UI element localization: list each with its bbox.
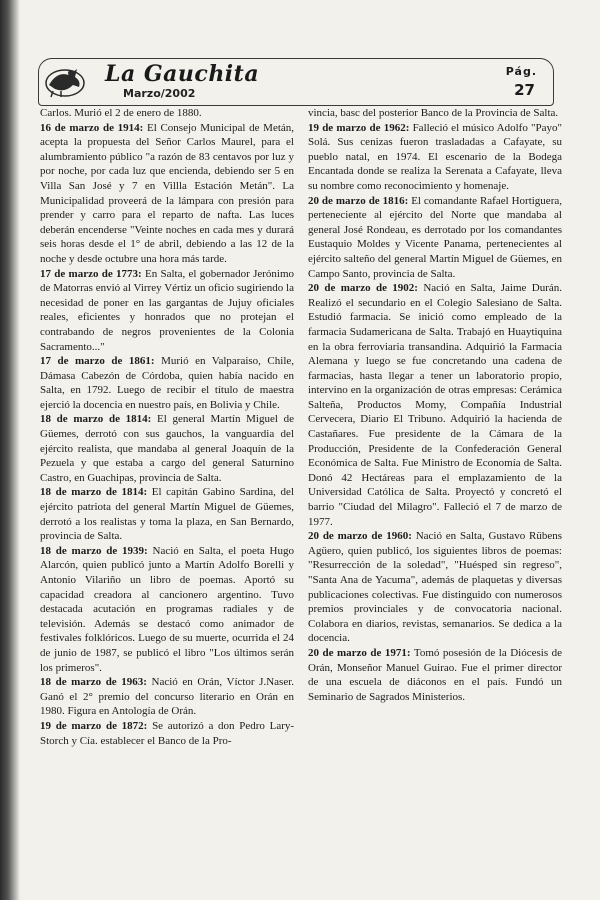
masthead-banner — [38, 58, 554, 106]
entry-text: En Salta, el gobernador Jerónimo de Matorras envió al Virrey Vértiz un oficio sugiriendo la necesidad de poner en las gargantas de Jujuy oficiales reales, eficientes y honrados que no protejan el contrabando de negros provenientes de la Colonia Sacramento..." — [40, 267, 295, 353]
article-body — [40, 106, 562, 896]
page-label: Pág. — [505, 65, 537, 78]
ephemeris-entry — [308, 194, 562, 282]
ephemeris-entry — [308, 106, 562, 121]
entry-date: 18 de marzo de 1939: — [40, 544, 148, 557]
entry-date: 17 de marzo de 1861: — [40, 355, 155, 368]
entry-text: Nació en Orán, Víctor J.Naser. Ganó el 2° premio del concurso literario en Orán en 1980. Figura en Antología de Orán. — [40, 676, 295, 718]
gaucho-horse-logo-icon — [43, 63, 87, 99]
entry-date: 18 de marzo de 1963: — [40, 676, 147, 689]
entry-text: Se autorizó a don Pedro Lary-Storch y Cía. establecer el Banco de la Pro- — [40, 719, 295, 747]
entry-text: El general Martín Miguel de Güemes, derrotó con sus gauchos, la vanguardia del ejército realista, que mandaba al general Joaquín de la Pezuela y que estaba a cargo del general Saturnino Castro, en Guachipas, provincia de Salta. — [40, 413, 294, 484]
ephemeris-entry — [40, 675, 294, 719]
ephemeris-entry — [40, 121, 294, 267]
entry-date: 20 de marzo de 1816: — [308, 194, 409, 207]
entry-text: Nació en Salta, Jaime Durán. Realizó el secundario en el Colegio Salesiano de Salta. Estudió farmacia. Se inició como empleado de la farmacia Sudamericana de Salta. Trabajó en Huaytiquina en la obra ferroviaria transandina. Adquirió la Farmacia Alemana y luego se fue concretando una cadena de farmacias, hasta llegar a tener un laboratorio propio, intervino en la organización de otras empresas: Cerámica Salteña, Productos Momy, Compañía Industrial Cervecera, Diario El Tribuno. Adquirió la hacienda de Castañares. Fue presidente de la Cámara de la Producción, Presidente de la Confederación General Económica de Salta. Fue Ministro de Economía de Salta. Donó 42 Hectáreas para el emplazamiento de la Universidad Católica de Salta. Proyectó y concretó el barrio "Ciudad del Milagro". Falleció el 7 de marzo de 1977. — [308, 282, 563, 528]
entry-text: vincia, basc del posterior Banco de la Provincia de Salta. — [308, 107, 559, 119]
ephemeris-entry — [40, 106, 294, 121]
entry-text: Nació en Salta, Gustavo Rübens Agüero, quien publicó, los siguientes libros de poemas: "Resurrección de la soledad", "Huésped sin regreso", "Santa Ana de Yacuma", además de plaquetas y diversas publicaciones colectivas. Fue distinguido con numerosos premios provinciales y de convocatoria nacional. Colabora en diarios, revistas, semanarios. Se dedica a la docencia. — [308, 530, 563, 645]
entry-text: Nació en Salta, el poeta Hugo Alarcón, quien publicó junto a Martín Adolfo Borelli y Antonio Vilariño un libro de poemas. Aportó su capacidad creadora al cancionero argentino. Tuvo destacada acutación en programas radiales y de televisión. Además se destacó como animador de festivales folklóricos. Luego de su muerte, ocurrida el 24 de junio de 1987, se publicó el libro "Los últimos serán los primeros". — [40, 544, 294, 674]
ephemeris-entry — [308, 281, 562, 529]
ephemeris-entry — [308, 121, 562, 194]
ephemeris-entry — [40, 485, 294, 543]
left-column — [40, 106, 294, 896]
entry-date: 16 de marzo de 1914: — [40, 121, 144, 134]
entry-date: 20 de marzo de 1971: — [308, 646, 411, 659]
issue-date: Marzo/2002 — [123, 87, 196, 100]
entry-text: El capitán Gabino Sardina, del ejército patriota del general Martín Miguel de Güemes, derrotó a los realistas y toma la plaza, en San Bernardo, provincia de Salta. — [40, 486, 295, 543]
entry-date: 20 de marzo de 1960: — [308, 530, 412, 543]
entry-text: Tomó posesión de la Diócesis de Orán, Monseñor Manuel Guirao. Fue el primer director de una escuela de diáconos en el país. Fundó un Seminario de Sagrados Ministerios. — [308, 646, 562, 703]
newsletter-title: La Gauchita — [105, 61, 260, 87]
entry-text: El comandante Rafael Hortiguera, perteneciente al ejército del Norte que mandaba al general José Rondeau, es derrotado por los comandantes Eustaquio Moldes y Vicente Panama, pertenecientes al ejército salteño del general Martín Miguel de Güemes, en Campo Santo, provincia de Salta. — [308, 194, 562, 280]
ephemeris-entry — [40, 544, 294, 675]
entry-date: 18 de marzo de 1814: — [40, 413, 152, 426]
entry-date: 19 de marzo de 1872: — [40, 719, 148, 732]
entry-date: 17 de marzo de 1773: — [40, 267, 142, 280]
right-column — [308, 106, 562, 896]
ephemeris-entry — [40, 412, 294, 485]
ephemeris-entry — [308, 646, 562, 704]
ephemeris-entry — [40, 354, 294, 412]
entry-text: Falleció el músico Adolfo "Payo" Solá. Sus cenizas fueron trasladadas a Cafayate, su pueblo natal, en 1974. El escenario de la Bodega Encantada donde se realiza la Serenata a Cafayate, lleva su nombre como reconocimiento y homenaje. — [308, 121, 563, 192]
page-number: 27 — [514, 81, 535, 99]
entry-date: 20 de marzo de 1902: — [308, 282, 418, 295]
entry-text: El Consejo Municipal de Metán, acepta la propuesta del Señor Carlos Maurel, para el alumbramiento público "a razón de 83 centavos por luz y por noche, por cada luz que encienda, debiendo ser 5 en Villa San José y 7 en Villla Estación Metán". La Municipalidad proveerá de la lámpara con presión para prender y carro para el reparto de nafta. Las luces deberán encenderse "Veinte noches en cada mes y durará seis horas desde el 1° de abril, debiendo a las 12 de la noche y desde octubre una hora más tarde. — [40, 121, 295, 265]
ephemeris-entry — [40, 719, 294, 748]
entry-text: Murió en Valparaiso, Chile, Dámasa Cabezón de Córdoba, quien había nacido en Salta, en 1792. Luego de recibir el título de maestra ejerció la docencia en nuestro país, en Bolivia y Chile. — [40, 355, 295, 411]
entry-text: Carlos. Murió el 2 de enero de 1880. — [40, 107, 202, 119]
entry-date: 19 de marzo de 1962: — [308, 121, 410, 134]
ephemeris-entry — [308, 529, 562, 646]
entry-date: 18 de marzo de 1814: — [40, 486, 148, 499]
page-binding-edge — [0, 0, 20, 900]
ephemeris-entry — [40, 267, 294, 355]
